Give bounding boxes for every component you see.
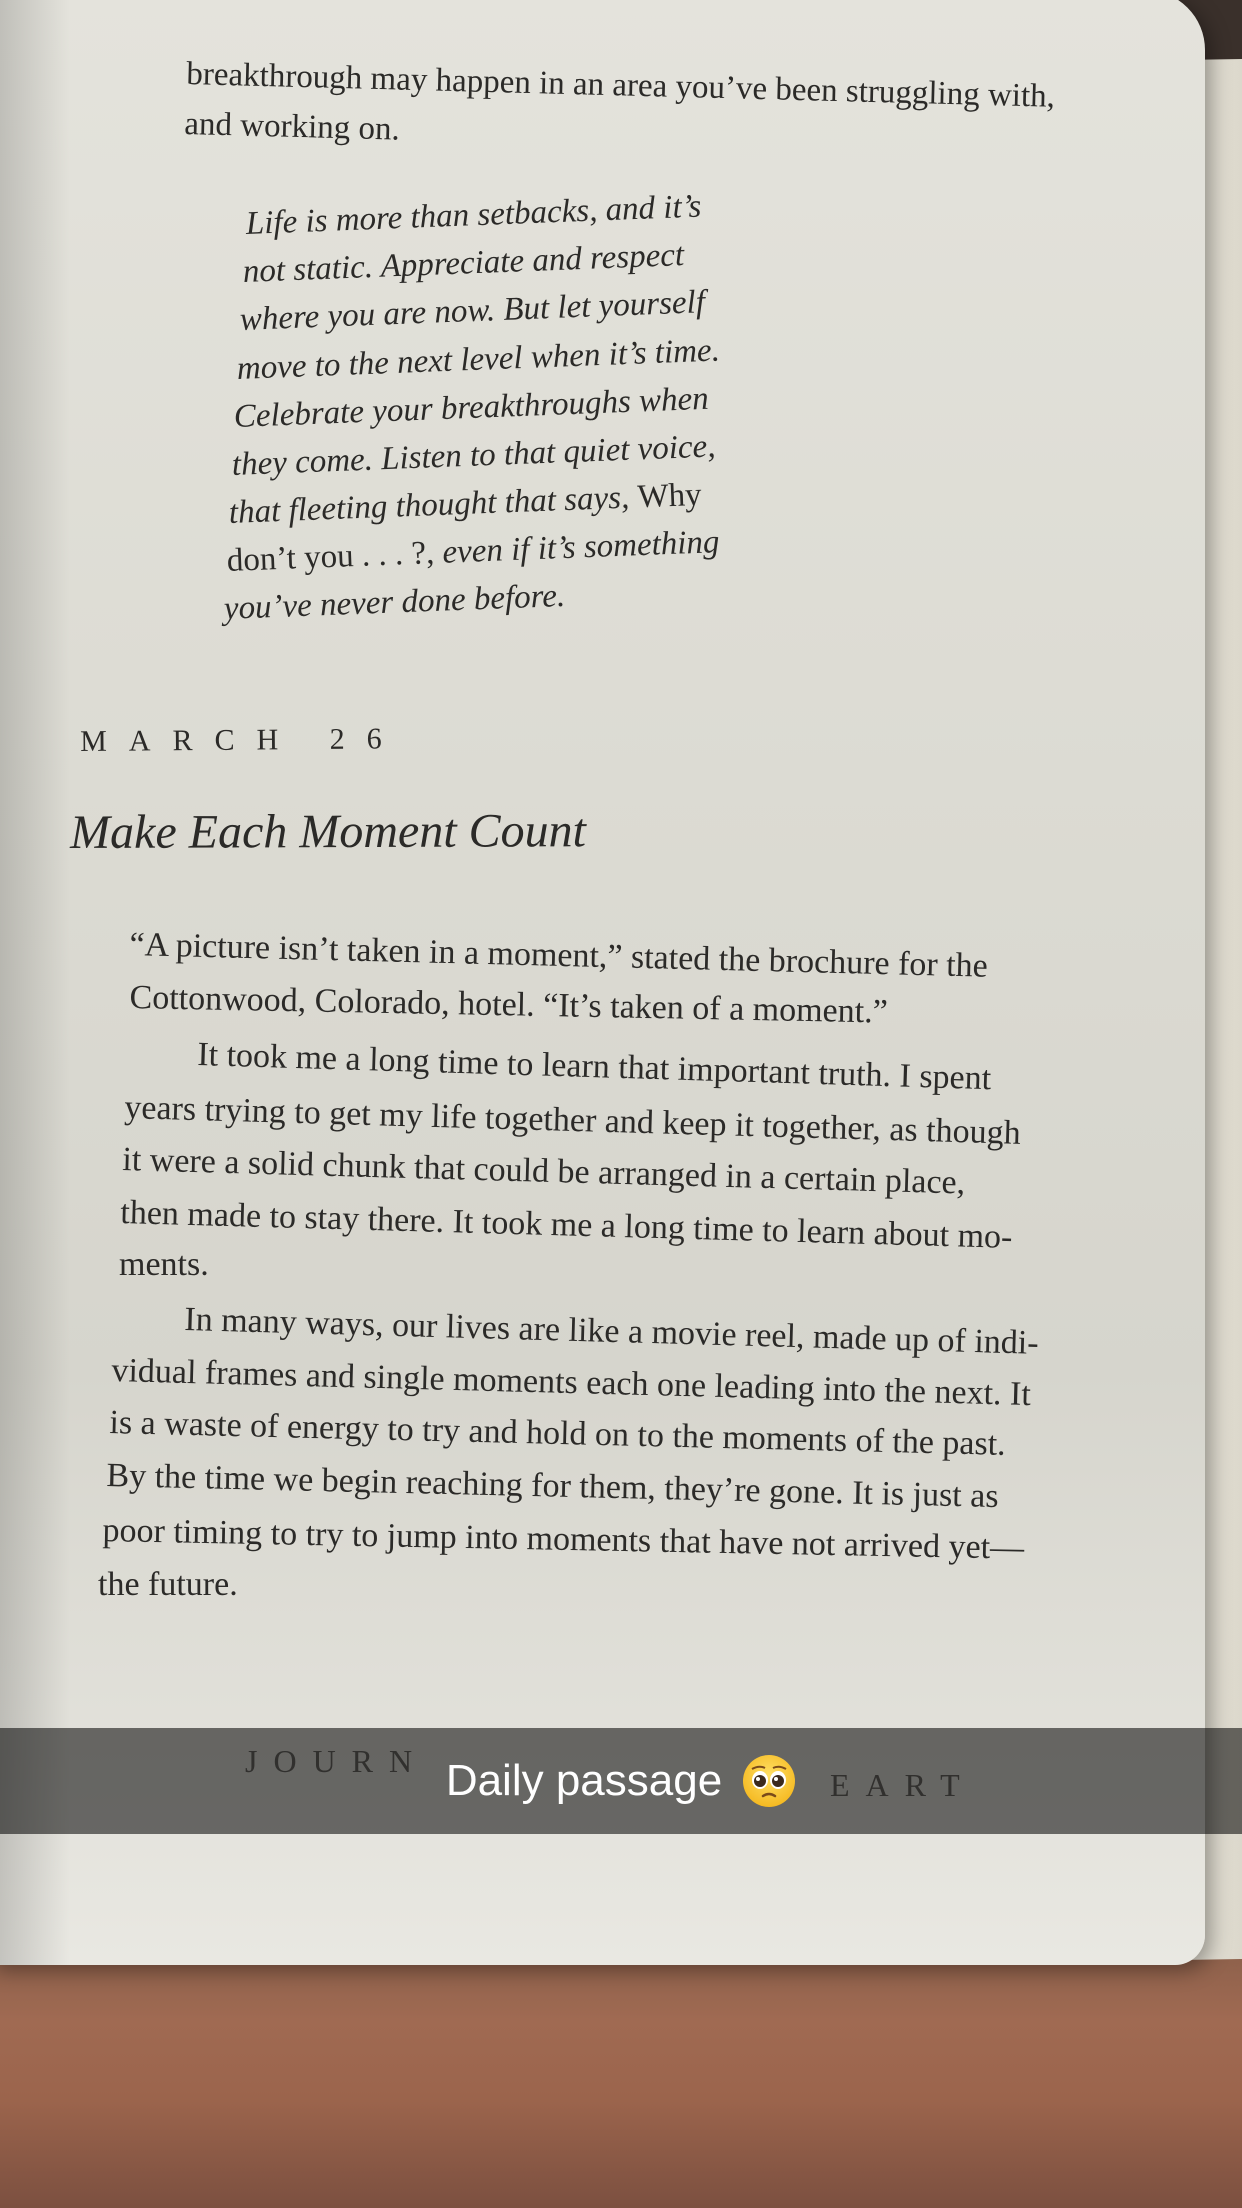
quote-line-8-roman: don’t you . . . ?, — [226, 535, 435, 579]
quote-line-8-italic: even if it’s something — [441, 524, 721, 571]
body-line-7: ments. — [119, 1246, 209, 1283]
body-line-3: It took me a long time to learn that important truth. I spent — [196, 1035, 992, 1098]
quote-line-4: move to the next level when it’s time. — [236, 332, 721, 387]
quote-line-7-roman: Why — [636, 476, 703, 516]
body-line-10: is a waste of energy to try and hold on to the moments of the past. — [109, 1403, 1007, 1463]
pleading-face-icon — [742, 1754, 796, 1808]
caption-text: Daily passage — [445, 1756, 723, 1805]
quote-line-1: Life is more than setbacks, and it’s — [245, 188, 702, 242]
body-line-13: the future. — [98, 1566, 238, 1603]
body-line-9: vidual frames and single moments each one leading into the next. It — [111, 1351, 1032, 1414]
quote-line-9: you’ve never done before. — [223, 577, 566, 627]
hand-background — [0, 1940, 1242, 2208]
body-line-4: years trying to get my life together and keep it together, as though — [123, 1088, 1022, 1152]
quote-line-2: not static. Appreciate and respect — [242, 237, 685, 290]
quote-line-3: where you are now. But let yourself — [239, 284, 706, 338]
quote-line-5: Celebrate your breakthroughs when — [233, 380, 710, 435]
body-line-5: it were a solid chunk that could be arranged in a certain place, — [121, 1140, 966, 1202]
caption-bar[interactable] — [0, 1728, 1242, 1834]
body-line-11: By the time we begin reaching for them, they’re gone. It is just as — [106, 1456, 999, 1516]
body-line-1: “A picture isn’t taken in a moment,” stated the brochure for the — [129, 925, 989, 985]
quote-line-7-italic: that fleeting thought that says, — [228, 479, 630, 531]
quote-line-6: they come. Listen to that quiet voice, — [231, 428, 717, 483]
entry-title: Make Each Moment Count — [70, 804, 587, 859]
body-line-8: In many ways, our lives are like a movie reel, made up of indi- — [183, 1300, 1040, 1362]
body-line-2: Cottonwood, Colorado, hotel. “It’s taken of a moment.” — [129, 978, 889, 1031]
top-line-2: and working on. — [183, 105, 401, 148]
date-heading: MARCH 26 — [80, 722, 404, 758]
body-line-12: poor timing to try to jump into moments that have not arrived yet— — [102, 1511, 1025, 1567]
top-line-1: breakthrough may happen in an area you’ve been struggling with, — [185, 55, 1056, 115]
body-line-6: then made to stay there. It took me a long time to learn about mo- — [119, 1193, 1013, 1256]
page-gutter-shadow — [0, 0, 70, 1965]
